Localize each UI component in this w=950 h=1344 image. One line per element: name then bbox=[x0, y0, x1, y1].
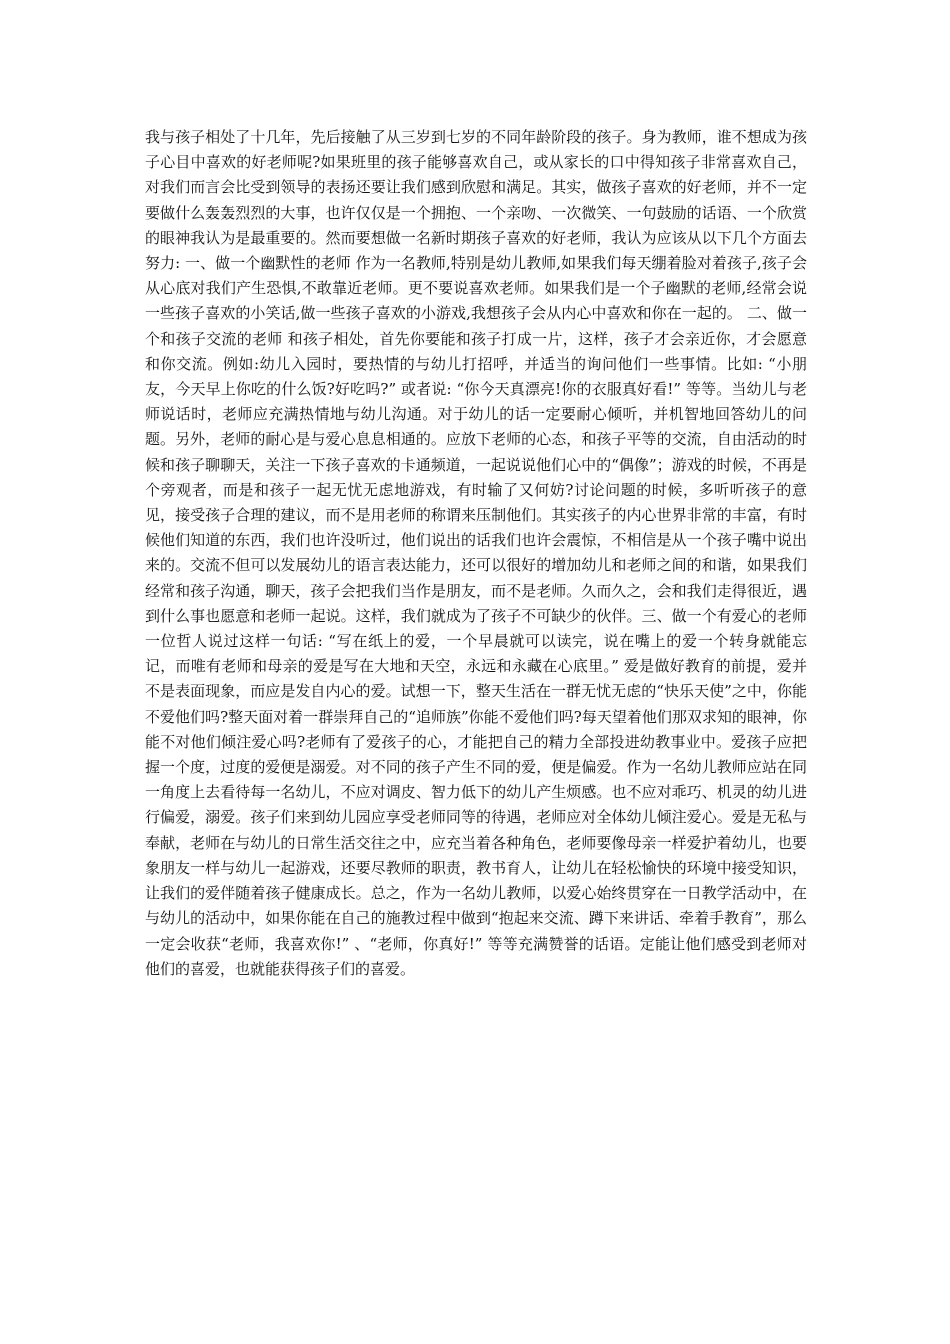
body-paragraph: 我与孩子相处了十几年，先后接触了从三岁到七岁的不同年龄阶段的孩子。身为教师，谁不想成为孩子心目中喜欢的好老师呢?如果班里的孩子能够喜欢自己，或从家长的口中得知孩子非常喜欢自己，对我们而言会比受到领导的表扬还要让我们感到欣慰和满足。其实，做孩子喜欢的好老师，并不一定要做什么轰轰烈烈的大事，也许仅仅是一个拥抱、一个亲吻、一次微笑、一句鼓励的话语、一个欣赏的眼神我认为是最重要的。然而要想做一名新时期孩子喜欢的好老师，我认为应该从以下几个方面去努力: 一、做一个幽默性的老师 作为一名教师,特别是幼儿教师,如果我们每天绷着脸对着孩子,孩子会从心底对我们产生恐惧,不敢靠近老师。更不要说喜欢老师。如果我们是一个子幽默的老师,经常会说一些孩子喜欢的小笑话,做一些孩子喜欢的小游戏,我想孩子会从内心中喜欢和你在一起的。 二、做一个和孩子交流的老师 和孩子相处，首先你要能和孩子打成一片，这样，孩子才会亲近你，才会愿意和你交流。例如:幼儿入园时，要热情的与幼儿打招呼，并适当的询问他们一些事情。比如: “小朋友，今天早上你吃的什么饭?好吃吗?” 或者说: “你今天真漂亮!你的衣服真好看!” 等等。当幼儿与老师说话时，老师应充满热情地与幼儿沟通。对于幼儿的话一定要耐心倾听，并机智地回答幼儿的问题。另外，老师的耐心是与爱心息息相通的。应放下老师的心态，和孩子平等的交流，自由活动的时候和孩子聊聊天，关注一下孩子喜欢的卡通频道，一起说说他们心中的“偶像”；游戏的时候，不再是个旁观者，而是和孩子一起无忧无虑地游戏，有时输了又何妨?讨论问题的时候，多听听孩子的意见，接受孩子合理的建议，而不是用老师的称谓来压制他们。其实孩子的内心世界非常的丰富，有时候他们知道的东西，我们也许没听过，他们说出的话我们也许会震惊，不相信是从一个孩子嘴中说出来的。交流不但可以发展幼儿的语言表达能力，还可以很好的增加幼儿和老师之间的和谐，如果我们经常和孩子沟通，聊天，孩子会把我们当作是朋友，而不是老师。久而久之，会和我们走得很近，遇到什么事也愿意和老师一起说。这样，我们就成为了孩子不可缺少的伙伴。三、做一个有爱心的老师 一位哲人说过这样一句话: “写在纸上的爱，一个早晨就可以读完，说在嘴上的爱一个转身就能忘记，而唯有老师和母亲的爱是写在大地和天空，永远和永藏在心底里。” 爱是做好教育的前提，爱并不是表面现象，而应是发自内心的爱。试想一下，整天生活在一群无忧无虑的“快乐天使”之中，你能不爱他们吗?整天面对着一群崇拜自己的“追师族”你能不爱他们吗?每天望着他们那双求知的眼神，你能不对他们倾注爱心吗?老师有了爱孩子的心，才能把自己的精力全部投进幼教事业中。爱孩子应把握一个度，过度的爱便是溺爱。对不同的孩子产生不同的爱，便是偏爱。作为一名幼儿教师应站在同一角度上去看待每一名幼儿，不应对调皮、智力低下的幼儿产生烦感。也不应对乖巧、机灵的幼儿进行偏爱，溺爱。孩子们来到幼儿园应享受老师同等的待遇，老师应对全体幼儿倾注爱心。爱是无私与奉献，老师在与幼儿的日常生活交往之中，应充当着各种角色，老师要像母亲一样爱护着幼儿，也要象朋友一样与幼儿一起游戏，还要尽教师的职责，教书育人，让幼儿在轻松愉快的环境中接受知识，让我们的爱伴随着孩子健康成长。总之，作为一名幼儿教师，以爱心始终贯穿在一日教学活动中，在与幼儿的活动中，如果你能在自己的施教过程中做到“抱起来交流、蹲下来讲话、牵着手教育”，那么一定会收获“老师，我喜欢你!” 、“老师，你真好!” 等等充满赞誉的话语。定能让他们感受到老师对他们的喜爱，也就能获得孩子们的喜爱。 bbox=[145, 128, 807, 978]
